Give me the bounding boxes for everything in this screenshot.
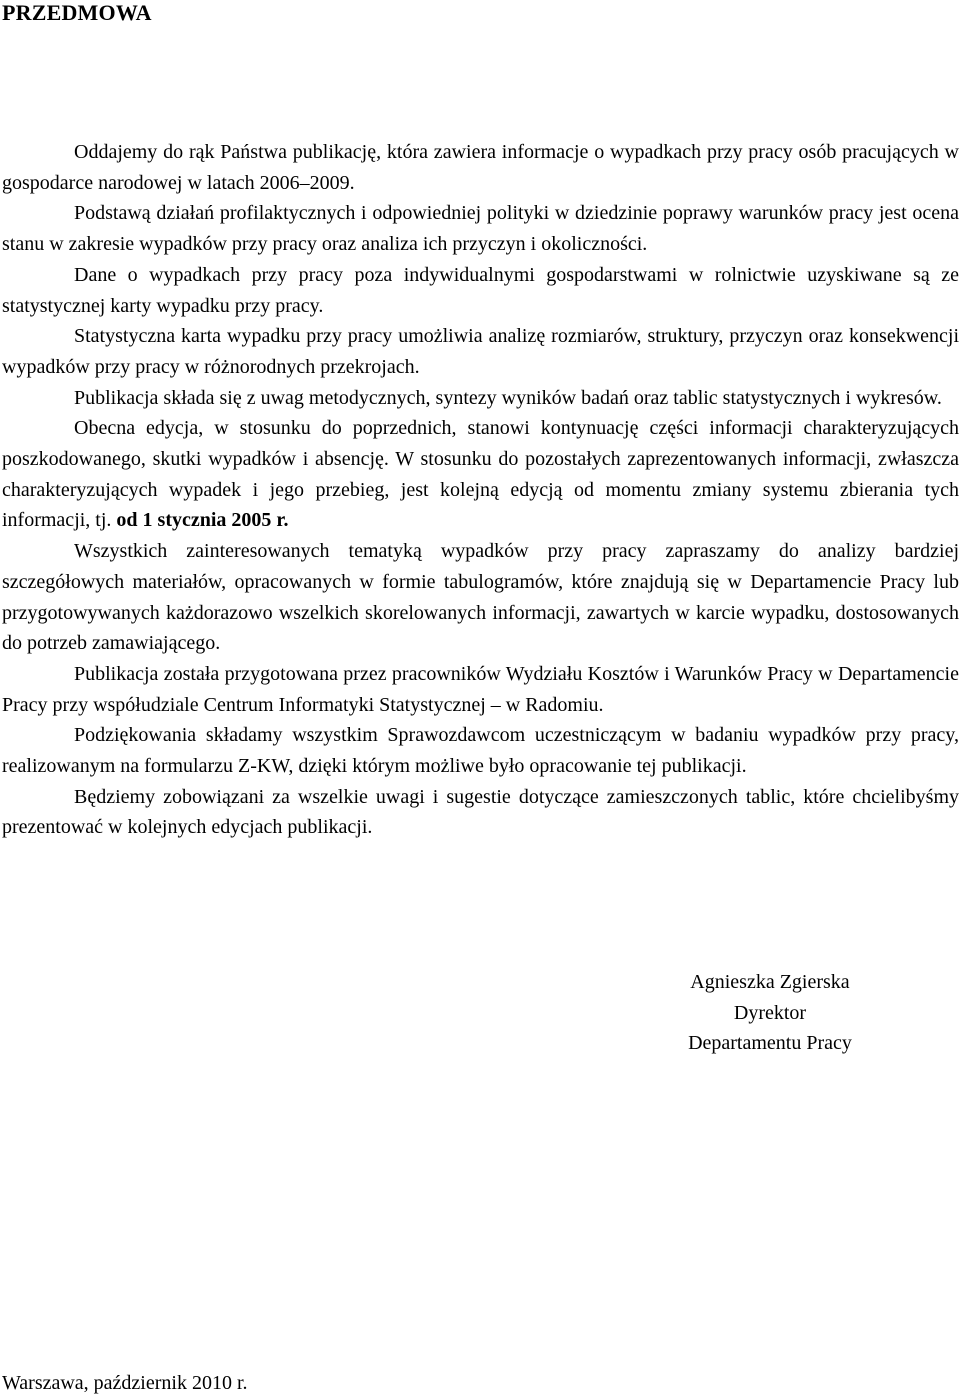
- signatory-name: Agnieszka Zgierska: [690, 971, 850, 993]
- paragraph: Podstawą działań profilaktycznych i odpowiedniej polityki w dziedzinie poprawy warunków pracy jest ocena stanu w zakresie wypadków przy pracy oraz analiza ich przyczyn i okoliczności.: [2, 202, 959, 256]
- signature-block: [670, 967, 870, 1059]
- signatory-department: Departamentu Pracy: [688, 1032, 852, 1054]
- paragraph: Statystyczna karta wypadku przy pracy umożliwia analizę rozmiarów, struktury, przyczyn oraz konsekwencji wypadków przy pracy w różnorodnych przekrojach.: [2, 325, 959, 378]
- paragraph: Będziemy zobowiązani za wszelkie uwagi i sugestie dotyczące zamieszczonych tablic, które chcielibyśmy prezentować w kolejnych edycjach publikacji.: [2, 785, 959, 839]
- paragraph: Dane o wypadkach przy pracy poza indywidualnymi gospodarstwami w rolnictwie uzyskiwane są ze statystycznej karty wypadku przy pracy.: [2, 263, 959, 317]
- paragraph: Publikacja została przygotowana przez pracowników Wydziału Kosztów i Warunków Pracy w Departamencie Pracy przy współudziale Centrum Informatyki Statystycznej – w Radomiu.: [2, 662, 959, 716]
- document-body: [2, 137, 959, 843]
- paragraph: Podziękowania składamy wszystkim Sprawozdawcom uczestniczącym w badaniu wypadków przy pracy, realizowanym na formularzu Z-KW, dzięki którym możliwe było opracowanie tej publikacji.: [2, 724, 959, 778]
- signatory-position: Dyrektor: [733, 1001, 807, 1024]
- edition-start-date: od 1 stycznia 2005 r.: [116, 509, 289, 532]
- paragraph-edition: [2, 413, 959, 536]
- place-date: Warszawa, październik 2010 r.: [2, 1372, 248, 1394]
- paragraph: Oddajemy do rąk Państwa publikację, która zawiera informacje o wypadkach przy pracy osób pracujących w gospodarce narodowej w latach 2006–2009.: [2, 141, 959, 194]
- paragraph: Publikacja składa się z uwag metodycznych, syntezy wyników badań oraz tablic statystycznych i wykresów.: [74, 386, 942, 409]
- paragraph: Wszystkich zainteresowanych tematyką wypadków przy pracy zapraszamy do analizy bardziej szczegółowych materiałów, opracowanych w formie tabulogramów, które znajdują się w Departamencie Pracy lub przygotowywanych każdorazowo wszelkich skorelowanych informacji, zawartych w karcie wypadku, dostosowanych do potrzeb zamawiającego.: [2, 540, 959, 655]
- paragraph-edition-text: Obecna edycja, w stosunku do poprzednich, stanowi kontynuację części informacji charakteryzujących poszkodowanego, skutki wypadków i absencję. W stosunku do pozostałych zaprezentowanych informacji, zwłaszcza charakteryzujących wypadek i jego przebieg, jest kolejną edycją od momentu zmiany systemu zbierania tych informacji, tj.: [2, 417, 959, 532]
- page-title: PRZEDMOWA: [2, 0, 152, 25]
